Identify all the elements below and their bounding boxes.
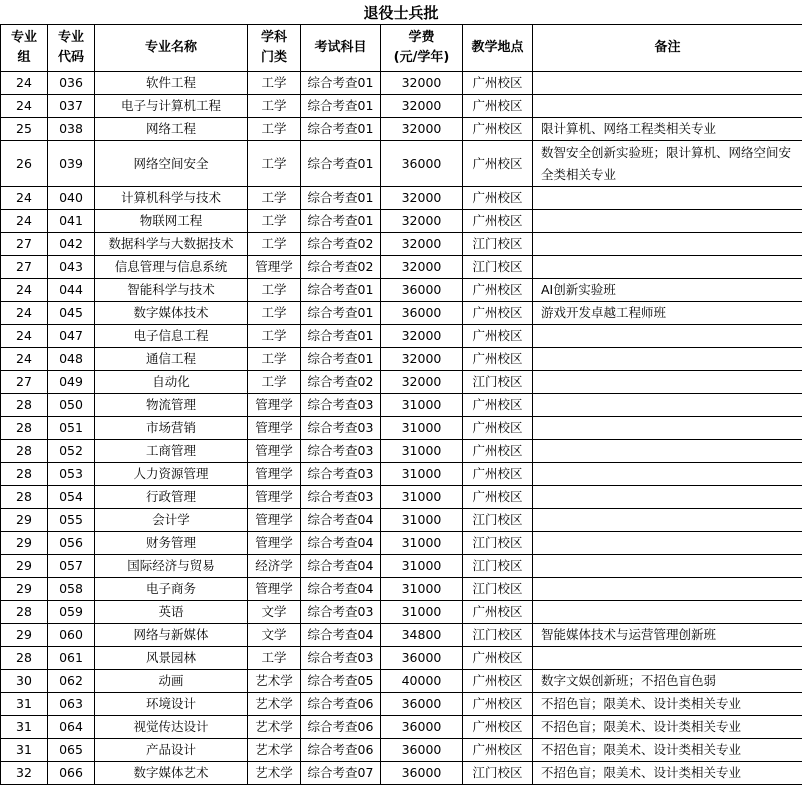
cell-campus: 江门校区 [463, 532, 533, 555]
cell-note: 不招色盲；限美术、设计类相关专业 [533, 762, 802, 785]
cell-name: 电子信息工程 [95, 325, 248, 348]
cell-exam: 综合考查03 [301, 440, 381, 463]
cell-category: 管理学 [248, 509, 301, 532]
cell-group: 28 [1, 647, 48, 670]
cell-exam: 综合考查04 [301, 509, 381, 532]
cell-campus: 江门校区 [463, 256, 533, 279]
cell-name: 软件工程 [95, 72, 248, 95]
cell-campus: 广州校区 [463, 187, 533, 210]
cell-code: 037 [48, 95, 95, 118]
cell-campus: 江门校区 [463, 555, 533, 578]
cell-category: 管理学 [248, 394, 301, 417]
cell-category: 管理学 [248, 532, 301, 555]
cell-note [533, 555, 802, 578]
cell-category: 管理学 [248, 440, 301, 463]
cell-fee: 32000 [381, 187, 463, 210]
cell-campus: 广州校区 [463, 601, 533, 624]
cell-category: 工学 [248, 348, 301, 371]
cell-code: 041 [48, 210, 95, 233]
cell-campus: 江门校区 [463, 762, 533, 785]
cell-category: 管理学 [248, 417, 301, 440]
cell-code: 047 [48, 325, 95, 348]
cell-fee: 32000 [381, 233, 463, 256]
cell-name: 网络工程 [95, 118, 248, 141]
cell-fee: 32000 [381, 118, 463, 141]
cell-note [533, 486, 802, 509]
cell-code: 064 [48, 716, 95, 739]
cell-name: 行政管理 [95, 486, 248, 509]
cell-fee: 36000 [381, 141, 463, 187]
cell-fee: 31000 [381, 532, 463, 555]
cell-exam: 综合考查03 [301, 486, 381, 509]
cell-note [533, 348, 802, 371]
cell-exam: 综合考查01 [301, 302, 381, 325]
cell-group: 24 [1, 72, 48, 95]
cell-group: 24 [1, 95, 48, 118]
cell-campus: 广州校区 [463, 348, 533, 371]
cell-fee: 36000 [381, 739, 463, 762]
cell-code: 051 [48, 417, 95, 440]
cell-note [533, 463, 802, 486]
cell-code: 056 [48, 532, 95, 555]
cell-group: 29 [1, 624, 48, 647]
cell-name: 计算机科学与技术 [95, 187, 248, 210]
cell-fee: 32000 [381, 72, 463, 95]
cell-fee: 31000 [381, 578, 463, 601]
cell-name: 信息管理与信息系统 [95, 256, 248, 279]
cell-name: 环境设计 [95, 693, 248, 716]
cell-name: 财务管理 [95, 532, 248, 555]
cell-campus: 广州校区 [463, 716, 533, 739]
cell-campus: 广州校区 [463, 463, 533, 486]
table-row [1, 325, 802, 348]
table-row [1, 762, 802, 785]
cell-fee: 34800 [381, 624, 463, 647]
cell-exam: 综合考查04 [301, 624, 381, 647]
cell-group: 24 [1, 302, 48, 325]
header-campus: 教学地点 [463, 25, 533, 72]
table-row [1, 72, 802, 95]
cell-exam: 综合考查07 [301, 762, 381, 785]
cell-code: 059 [48, 601, 95, 624]
cell-fee: 32000 [381, 210, 463, 233]
table-body [1, 72, 802, 785]
cell-name: 人力资源管理 [95, 463, 248, 486]
cell-fee: 32000 [381, 371, 463, 394]
header-name: 专业名称 [95, 25, 248, 72]
cell-name: 数据科学与大数据技术 [95, 233, 248, 256]
header-fee: 学费 (元/学年) [381, 25, 463, 72]
cell-campus: 广州校区 [463, 417, 533, 440]
cell-code: 060 [48, 624, 95, 647]
cell-name: 风景园林 [95, 647, 248, 670]
cell-category: 工学 [248, 95, 301, 118]
cell-group: 28 [1, 440, 48, 463]
cell-campus: 广州校区 [463, 325, 533, 348]
cell-fee: 31000 [381, 601, 463, 624]
cell-group: 24 [1, 348, 48, 371]
cell-campus: 广州校区 [463, 210, 533, 233]
cell-code: 042 [48, 233, 95, 256]
cell-note [533, 210, 802, 233]
cell-code: 062 [48, 670, 95, 693]
cell-group: 25 [1, 118, 48, 141]
cell-fee: 31000 [381, 509, 463, 532]
cell-note: 限计算机、网络工程类相关专业 [533, 118, 802, 141]
cell-group: 28 [1, 463, 48, 486]
cell-exam: 综合考查01 [301, 325, 381, 348]
cell-group: 27 [1, 371, 48, 394]
cell-group: 29 [1, 578, 48, 601]
cell-group: 29 [1, 509, 48, 532]
cell-exam: 综合考查03 [301, 417, 381, 440]
cell-note [533, 325, 802, 348]
cell-name: 通信工程 [95, 348, 248, 371]
cell-fee: 32000 [381, 95, 463, 118]
cell-campus: 广州校区 [463, 647, 533, 670]
table-row [1, 440, 802, 463]
cell-name: 动画 [95, 670, 248, 693]
table-row [1, 187, 802, 210]
cell-name: 网络空间安全 [95, 141, 248, 187]
cell-group: 27 [1, 256, 48, 279]
cell-note [533, 371, 802, 394]
cell-name: 数字媒体技术 [95, 302, 248, 325]
cell-category: 工学 [248, 141, 301, 187]
cell-note [533, 394, 802, 417]
header-group: 专业 组 [1, 25, 48, 72]
cell-campus: 广州校区 [463, 95, 533, 118]
cell-group: 28 [1, 417, 48, 440]
cell-category: 工学 [248, 233, 301, 256]
table-row [1, 348, 802, 371]
cell-category: 工学 [248, 118, 301, 141]
cell-code: 053 [48, 463, 95, 486]
cell-code: 065 [48, 739, 95, 762]
cell-category: 艺术学 [248, 670, 301, 693]
cell-campus: 广州校区 [463, 279, 533, 302]
cell-name: 工商管理 [95, 440, 248, 463]
cell-fee: 36000 [381, 762, 463, 785]
cell-fee: 36000 [381, 279, 463, 302]
cell-code: 061 [48, 647, 95, 670]
cell-exam: 综合考查02 [301, 256, 381, 279]
cell-category: 工学 [248, 72, 301, 95]
cell-category: 管理学 [248, 578, 301, 601]
cell-campus: 江门校区 [463, 624, 533, 647]
cell-campus: 广州校区 [463, 693, 533, 716]
cell-name: 物联网工程 [95, 210, 248, 233]
cell-name: 物流管理 [95, 394, 248, 417]
cell-note [533, 440, 802, 463]
cell-exam: 综合考查03 [301, 601, 381, 624]
cell-name: 数字媒体艺术 [95, 762, 248, 785]
cell-category: 艺术学 [248, 762, 301, 785]
cell-note: 不招色盲；限美术、设计类相关专业 [533, 693, 802, 716]
cell-exam: 综合考查02 [301, 371, 381, 394]
cell-name: 视觉传达设计 [95, 716, 248, 739]
cell-exam: 综合考查06 [301, 716, 381, 739]
cell-fee: 31000 [381, 394, 463, 417]
table-header-row [1, 25, 802, 72]
table-row [1, 141, 802, 187]
cell-note: 不招色盲；限美术、设计类相关专业 [533, 716, 802, 739]
cell-fee: 36000 [381, 647, 463, 670]
cell-code: 050 [48, 394, 95, 417]
table-row [1, 118, 802, 141]
cell-code: 058 [48, 578, 95, 601]
cell-group: 24 [1, 187, 48, 210]
cell-category: 工学 [248, 210, 301, 233]
header-exam: 考试科目 [301, 25, 381, 72]
cell-category: 管理学 [248, 256, 301, 279]
cell-exam: 综合考查03 [301, 394, 381, 417]
cell-code: 052 [48, 440, 95, 463]
cell-fee: 31000 [381, 417, 463, 440]
cell-group: 31 [1, 693, 48, 716]
cell-name: 国际经济与贸易 [95, 555, 248, 578]
page-title: 退役士兵批 [363, 4, 439, 22]
cell-exam: 综合考查01 [301, 72, 381, 95]
table-row [1, 509, 802, 532]
table-row [1, 486, 802, 509]
cell-campus: 广州校区 [463, 440, 533, 463]
cell-exam: 综合考查04 [301, 555, 381, 578]
cell-name: 自动化 [95, 371, 248, 394]
cell-exam: 综合考查02 [301, 233, 381, 256]
cell-code: 040 [48, 187, 95, 210]
cell-exam: 综合考查04 [301, 578, 381, 601]
cell-group: 24 [1, 210, 48, 233]
cell-fee: 36000 [381, 716, 463, 739]
cell-note: 智能媒体技术与运营管理创新班 [533, 624, 802, 647]
cell-code: 054 [48, 486, 95, 509]
header-category: 学科 门类 [248, 25, 301, 72]
cell-exam: 综合考查06 [301, 693, 381, 716]
cell-group: 32 [1, 762, 48, 785]
cell-note [533, 601, 802, 624]
cell-code: 063 [48, 693, 95, 716]
table-row [1, 647, 802, 670]
cell-note: 数智安全创新实验班；限计算机、网络空间安全类相关专业 [533, 141, 802, 187]
cell-campus: 江门校区 [463, 578, 533, 601]
table-row [1, 463, 802, 486]
cell-group: 29 [1, 532, 48, 555]
cell-fee: 36000 [381, 693, 463, 716]
cell-exam: 综合考查01 [301, 210, 381, 233]
cell-note [533, 95, 802, 118]
cell-code: 038 [48, 118, 95, 141]
cell-code: 036 [48, 72, 95, 95]
cell-campus: 广州校区 [463, 394, 533, 417]
cell-campus: 广州校区 [463, 141, 533, 187]
table-row [1, 532, 802, 555]
cell-campus: 江门校区 [463, 509, 533, 532]
header-note: 备注 [533, 25, 802, 72]
table-row [1, 256, 802, 279]
cell-exam: 综合考查01 [301, 348, 381, 371]
table-row [1, 670, 802, 693]
cell-fee: 31000 [381, 440, 463, 463]
table-row [1, 601, 802, 624]
table-row [1, 578, 802, 601]
cell-code: 049 [48, 371, 95, 394]
cell-exam: 综合考查03 [301, 463, 381, 486]
cell-note [533, 532, 802, 555]
cell-fee: 32000 [381, 325, 463, 348]
cell-group: 29 [1, 555, 48, 578]
cell-fee: 32000 [381, 256, 463, 279]
cell-fee: 31000 [381, 555, 463, 578]
cell-note [533, 417, 802, 440]
cell-note [533, 233, 802, 256]
cell-code: 045 [48, 302, 95, 325]
cell-name: 市场营销 [95, 417, 248, 440]
cell-campus: 江门校区 [463, 371, 533, 394]
table-row [1, 210, 802, 233]
cell-note [533, 72, 802, 95]
cell-exam: 综合考查01 [301, 95, 381, 118]
cell-campus: 广州校区 [463, 486, 533, 509]
cell-campus: 广州校区 [463, 302, 533, 325]
cell-note: 数字文娱创新班；不招色盲色弱 [533, 670, 802, 693]
cell-campus: 广州校区 [463, 670, 533, 693]
cell-category: 经济学 [248, 555, 301, 578]
cell-campus: 广州校区 [463, 72, 533, 95]
cell-group: 24 [1, 325, 48, 348]
table-row [1, 739, 802, 762]
cell-fee: 31000 [381, 463, 463, 486]
majors-table [0, 24, 802, 785]
cell-exam: 综合考查04 [301, 532, 381, 555]
cell-code: 048 [48, 348, 95, 371]
cell-group: 30 [1, 670, 48, 693]
table-row [1, 624, 802, 647]
cell-category: 管理学 [248, 486, 301, 509]
cell-code: 044 [48, 279, 95, 302]
table-row [1, 95, 802, 118]
cell-group: 26 [1, 141, 48, 187]
table-row [1, 302, 802, 325]
cell-note: AI创新实验班 [533, 279, 802, 302]
cell-category: 管理学 [248, 463, 301, 486]
cell-exam: 综合考查01 [301, 141, 381, 187]
cell-category: 艺术学 [248, 693, 301, 716]
cell-category: 工学 [248, 647, 301, 670]
cell-campus: 江门校区 [463, 233, 533, 256]
cell-exam: 综合考查03 [301, 647, 381, 670]
cell-category: 工学 [248, 302, 301, 325]
table-row [1, 371, 802, 394]
cell-exam: 综合考查01 [301, 279, 381, 302]
cell-group: 28 [1, 394, 48, 417]
cell-note [533, 647, 802, 670]
cell-note [533, 256, 802, 279]
cell-category: 艺术学 [248, 716, 301, 739]
cell-group: 31 [1, 716, 48, 739]
cell-name: 会计学 [95, 509, 248, 532]
cell-name: 智能科学与技术 [95, 279, 248, 302]
cell-exam: 综合考查06 [301, 739, 381, 762]
cell-fee: 31000 [381, 486, 463, 509]
cell-fee: 32000 [381, 348, 463, 371]
cell-name: 英语 [95, 601, 248, 624]
cell-code: 055 [48, 509, 95, 532]
cell-code: 043 [48, 256, 95, 279]
cell-category: 工学 [248, 371, 301, 394]
cell-group: 28 [1, 486, 48, 509]
table-row [1, 279, 802, 302]
cell-name: 电子与计算机工程 [95, 95, 248, 118]
cell-category: 艺术学 [248, 739, 301, 762]
cell-campus: 广州校区 [463, 118, 533, 141]
cell-exam: 综合考查01 [301, 187, 381, 210]
table-row [1, 394, 802, 417]
cell-exam: 综合考查01 [301, 118, 381, 141]
cell-note [533, 578, 802, 601]
cell-name: 产品设计 [95, 739, 248, 762]
cell-category: 文学 [248, 624, 301, 647]
cell-note: 游戏开发卓越工程师班 [533, 302, 802, 325]
table-row [1, 233, 802, 256]
cell-code: 066 [48, 762, 95, 785]
cell-category: 工学 [248, 279, 301, 302]
table-row [1, 555, 802, 578]
cell-fee: 40000 [381, 670, 463, 693]
cell-group: 24 [1, 279, 48, 302]
header-code: 专业 代码 [48, 25, 95, 72]
cell-category: 工学 [248, 187, 301, 210]
cell-group: 31 [1, 739, 48, 762]
table-row [1, 417, 802, 440]
cell-fee: 36000 [381, 302, 463, 325]
cell-name: 网络与新媒体 [95, 624, 248, 647]
table-row [1, 716, 802, 739]
cell-group: 27 [1, 233, 48, 256]
cell-name: 电子商务 [95, 578, 248, 601]
cell-note [533, 509, 802, 532]
cell-group: 28 [1, 601, 48, 624]
cell-code: 039 [48, 141, 95, 187]
cell-note: 不招色盲；限美术、设计类相关专业 [533, 739, 802, 762]
cell-campus: 广州校区 [463, 739, 533, 762]
cell-exam: 综合考查05 [301, 670, 381, 693]
cell-category: 工学 [248, 325, 301, 348]
table-row [1, 693, 802, 716]
cell-code: 057 [48, 555, 95, 578]
cell-note [533, 187, 802, 210]
cell-category: 文学 [248, 601, 301, 624]
